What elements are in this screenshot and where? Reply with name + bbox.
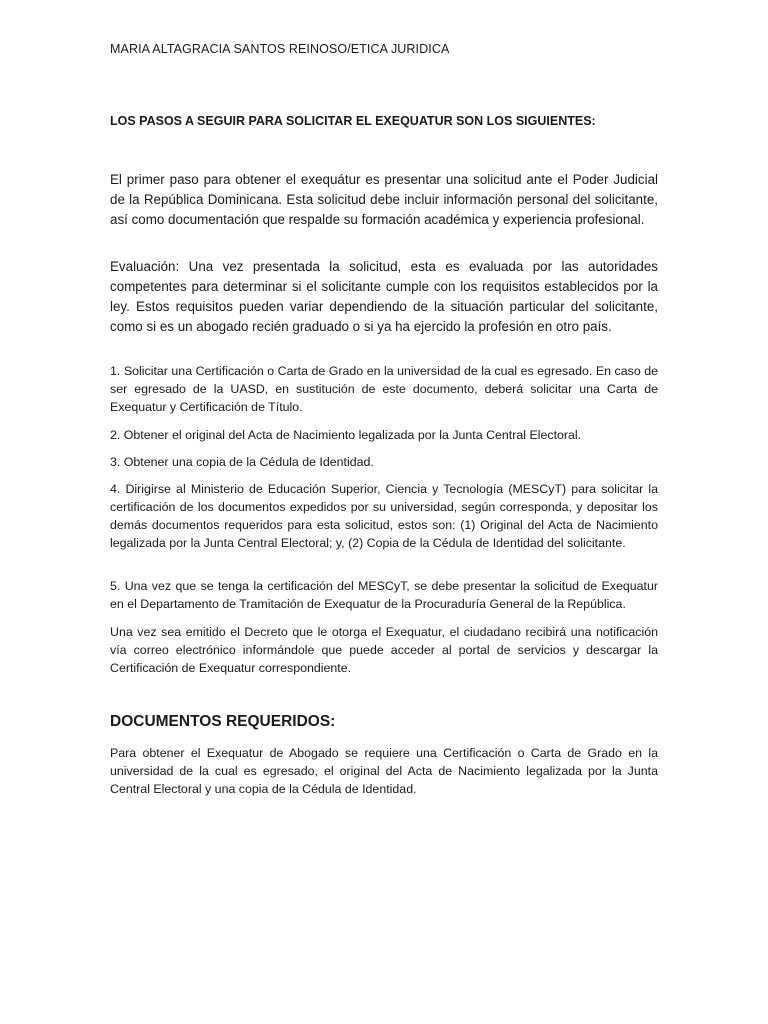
intro-paragraph: El primer paso para obtener el exequátur es presentar una solicitud ante el Poder Judicial de la República Dominicana. Esta solicitud debe incluir información personal del solicitante, así como documentación que respalde su formación académica y experiencia profesional. bbox=[110, 172, 658, 227]
documents-required-title: DOCUMENTOS REQUERIDOS: bbox=[110, 713, 336, 730]
evaluation-paragraph: Evaluación: Una vez presentada la solicitud, esta es evaluada por las autoridades competentes para determinar si el solicitante cumple con los requisitos establecidos por la ley. Estos requisitos pueden variar dependiendo de la situación particular del solicitante, como si es un abogado recién graduado o si ya ha ejercido la profesión en otro país. bbox=[110, 259, 658, 334]
documents-required-paragraph: Para obtener el Exequatur de Abogado se requiere una Certificación o Carta de Grado en la universidad de la cual es egresado, el original del Acta de Nacimiento legalizada por la Junta Central Electoral y una copia de la Cédula de Identidad. bbox=[110, 746, 658, 796]
closing-paragraph: Una vez sea emitido el Decreto que le otorga el Exequatur, el ciudadano recibirá una notificación vía correo electrónico informándole que puede acceder al portal de servicios y descargar la Certificación de Exequatur correspondiente. bbox=[110, 625, 658, 675]
step-1: 1. Solicitar una Certificación o Carta de Grado en la universidad de la cual es egresado. En caso de ser egresado de la UASD, en sustitución de este documento, deberá solicitar una Carta de Exequatur y Certificación de Título. bbox=[110, 364, 658, 414]
section-heading: LOS PASOS A SEGUIR PARA SOLICITAR EL EXEQUATUR SON LOS SIGUIENTES: bbox=[110, 114, 596, 128]
step-5: 5. Una vez que se tenga la certificación del MESCyT, se debe presentar la solicitud de Exequatur en el Departamento de Tramitación de Exequatur de la Procuraduría General de la República. bbox=[110, 579, 658, 611]
document-header: MARIA ALTAGRACIA SANTOS REINOSO/ETICA JURIDICA bbox=[110, 42, 450, 56]
step-2: 2. Obtener el original del Acta de Nacimiento legalizada por la Junta Central Electoral. bbox=[110, 428, 582, 442]
step-3: 3. Obtener una copia de la Cédula de Identidad. bbox=[110, 455, 374, 469]
step-4: 4. Dirigirse al Ministerio de Educación Superior, Ciencia y Tecnología (MESCyT) para solicitar la certificación de los documentos expedidos por su universidad, según corresponda, y depositar los demás documentos requeridos para esta solicitud, estos son: (1) Original del Acta de Nacimiento legalizada por la Junta Central Electoral; y, (2) Copia de la Cédula de Identidad del solicitante. bbox=[110, 482, 658, 550]
